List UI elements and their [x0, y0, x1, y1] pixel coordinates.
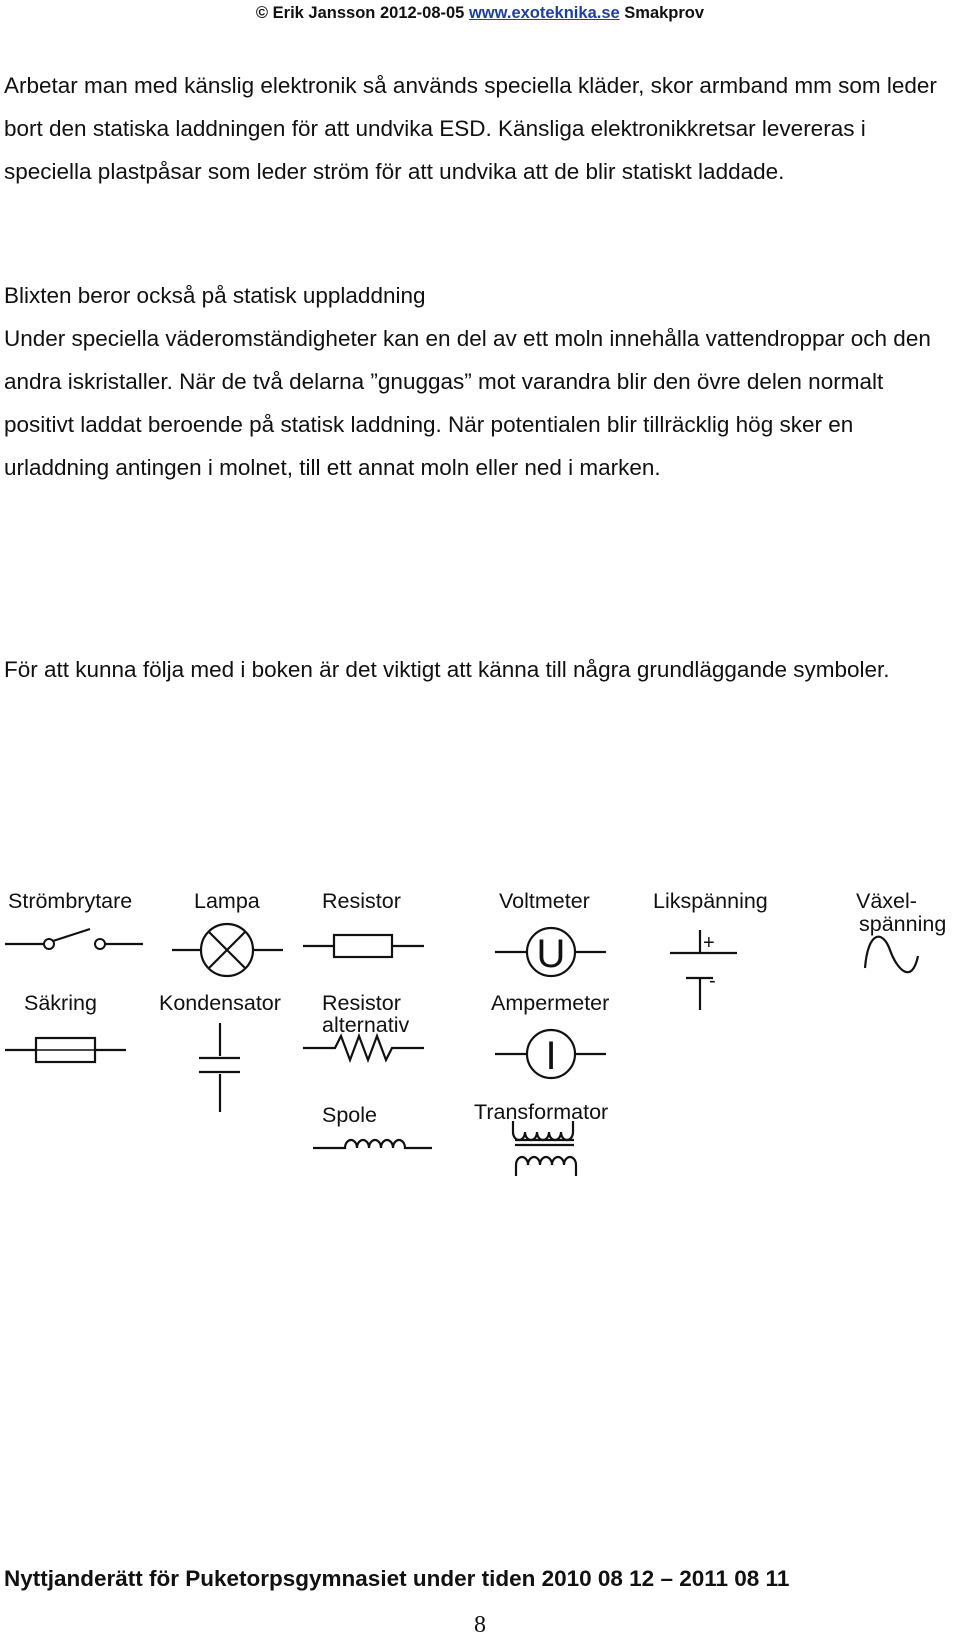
lightning-text: Under speciella väderomständigheter kan en del av ett moln innehålla vattendroppar och den andra iskristaller. När de två delarna ”gnuggas” mot varandra blir den övre delen normalt positivt laddat beroende på statisk laddning. När potentialen blir tillräcklig hög sker en urladdning antingen i molnet, till ett annat moln eller ned i marken.: [4, 326, 931, 480]
switch-symbol: [5, 929, 143, 949]
coil-symbol: [313, 1140, 432, 1148]
esd-text: Arbetar man med känslig elektronik så används speciella kläder, skor armband mm som leder bort den statiska laddningen för att undvika ESD. Känsliga elektronikkretsar levereras i speciella plastpåsar som leder ström för att undvika att de blir statiskt laddade.: [4, 73, 937, 184]
ammeter-label: Ampermeter: [491, 991, 610, 1015]
dc-label: Likspänning: [653, 889, 768, 913]
lightning-heading: Blixten beror också på statisk uppladdning: [4, 283, 426, 308]
capacitor-label: Kondensator: [159, 991, 281, 1015]
lamp-symbol: [172, 924, 283, 976]
switch-label: Strömbrytare: [8, 889, 133, 913]
resistor-alt-label-line1: Resistor: [322, 991, 401, 1015]
resistor-label: Resistor: [322, 889, 401, 913]
page-number: 8: [474, 1612, 486, 1638]
resistor-alt-label-line2: alternativ: [322, 1013, 410, 1037]
ac-source-symbol: [865, 937, 918, 972]
voltmeter-symbol: [495, 928, 606, 976]
header-author: © Erik Jansson 2012-08-05: [255, 4, 465, 22]
ammeter-symbol: [495, 1030, 606, 1078]
lamp-label: Lampa: [194, 889, 260, 913]
resistor-alt-symbol: [303, 1036, 424, 1060]
fuse-label: Säkring: [24, 991, 97, 1015]
voltmeter-letter: U: [536, 932, 566, 976]
dc-plus: +: [703, 932, 715, 954]
fuse-symbol: [5, 1038, 126, 1062]
footer-license: Nyttjanderätt för Puketorpsgymnasiet under tiden 2010 08 12 – 2011 08 11: [4, 1566, 790, 1591]
header-tag: Smakprov: [624, 4, 705, 22]
transformer-symbol: [513, 1121, 576, 1176]
dc-minus: -: [709, 970, 716, 992]
resistor-symbol: [303, 935, 424, 957]
transformer-label: Transformator: [474, 1100, 609, 1124]
ammeter-letter: I: [545, 1034, 557, 1078]
dc-source-symbol: [670, 930, 737, 1010]
ac-label-line1: Växel-: [856, 889, 917, 913]
coil-label: Spole: [322, 1103, 377, 1127]
ac-label-line2: spänning: [859, 912, 947, 936]
capacitor-symbol: [199, 1023, 240, 1112]
voltmeter-label: Voltmeter: [499, 889, 590, 913]
header-link[interactable]: www.exoteknika.se: [468, 4, 620, 22]
symbols-intro-text: För att kunna följa med i boken är det viktigt att känna till några grundläggande symboler.: [4, 657, 890, 682]
